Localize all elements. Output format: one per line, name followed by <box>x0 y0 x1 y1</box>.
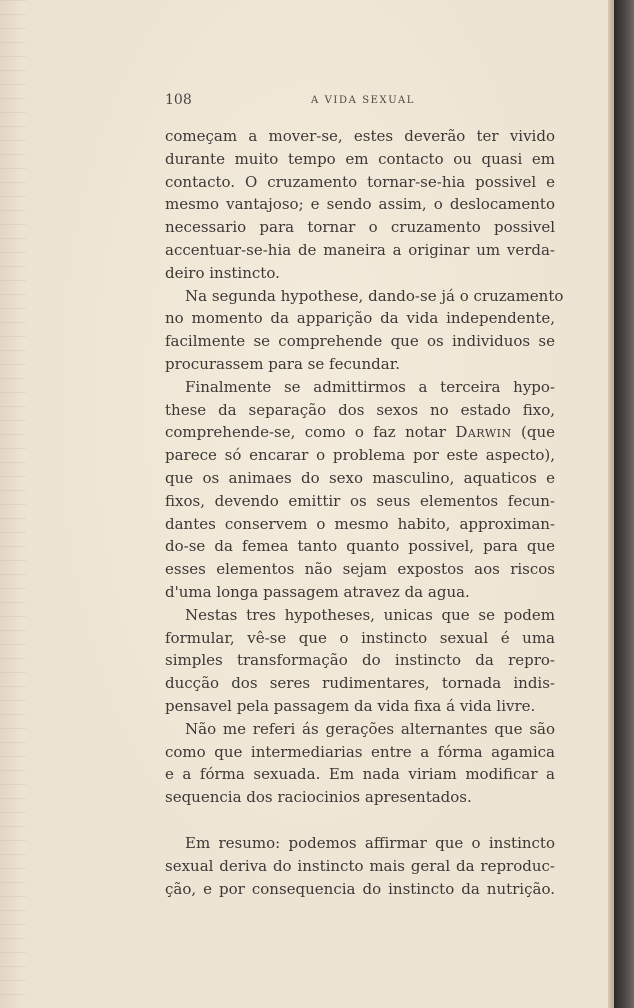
author-name: Darwin <box>455 423 512 442</box>
text-line: dantes conservem o mesmo habito, approximan- <box>165 514 555 533</box>
page-binding-margin <box>0 0 26 1008</box>
text-line: e a fórma sexuada. Em nada viriam modificar a <box>165 765 555 784</box>
text-line: these da separação dos sexos no estado fixo, <box>165 400 555 419</box>
text-segment: (que <box>511 423 555 442</box>
text-line: facilmente se comprehende que os individuos se <box>165 332 555 351</box>
text-line: sequencia dos raciocinios apresentados. <box>165 788 472 807</box>
text-line: d'uma longa passagem atravez da agua. <box>165 582 470 601</box>
text-line: como que intermediarias entre a fórma agamica <box>165 742 555 761</box>
text-line: Nestas tres hypotheses, unicas que se podem <box>185 605 555 624</box>
text-line: começam a mover-se, estes deverão ter vivido <box>165 127 555 145</box>
running-head <box>165 92 555 112</box>
text-line: deiro instincto. <box>165 263 280 282</box>
text-line: procurassem para se fecundar. <box>165 354 400 373</box>
text-line: contacto. O cruzamento tornar-se-hia possivel e <box>165 172 555 191</box>
text-line: parece só encarar o problema por este aspecto), <box>165 446 555 465</box>
paragraph-gap <box>165 809 555 832</box>
text-line: ção, e por consequencia do instincto da nutrição. <box>165 879 555 898</box>
text-line: Em resumo: podemos affirmar que o instincto <box>185 833 555 852</box>
text-line: sexual deriva do instincto mais geral da reproduc- <box>165 856 555 875</box>
text-line: do-se da femea tanto quanto possivel, para que <box>165 537 555 556</box>
running-title: A VIDA SEXUAL <box>311 95 416 106</box>
page-number: 108 <box>165 92 192 108</box>
text-line: esses elementos não sejam expostos aos riscos <box>165 560 555 579</box>
text-line: Finalmente se admittirmos a terceira hypo- <box>185 377 555 396</box>
text-line: mesmo vantajoso; e sendo assim, o deslocamento <box>165 195 555 214</box>
text-line <box>165 421 555 444</box>
text-line: formular, vê-se que o instincto sexual é uma <box>165 628 555 647</box>
text-line: necessario para tornar o cruzamento possivel <box>165 218 555 237</box>
text-line: durante muito tempo em contacto ou quasi em <box>165 149 555 168</box>
text-line: no momento da apparição da vida independente, <box>165 309 555 328</box>
text-line: pensavel pela passagem da vida fixa á vida livre. <box>165 696 536 715</box>
text-line: Na segunda hypothese, dando-se já o cruzamento <box>185 286 564 305</box>
text-line: simples transformação do instincto da repro- <box>165 651 555 670</box>
text-line: ducção dos seres rudimentares, tornada indis- <box>165 674 555 693</box>
text-line: fixos, devendo emittir os seus elementos fecun- <box>165 491 555 510</box>
text-line: Não me referi ás gerações alternantes que são <box>185 719 555 738</box>
text-segment: comprehende-se, como o faz notar <box>165 423 456 442</box>
text-line: accentuar-se-hia de maneira a originar um verda- <box>165 240 555 259</box>
book-spine-shadow <box>614 0 634 1008</box>
text-line: que os animaes do sexo masculino, aquaticos e <box>165 468 555 487</box>
body-text <box>165 125 564 900</box>
